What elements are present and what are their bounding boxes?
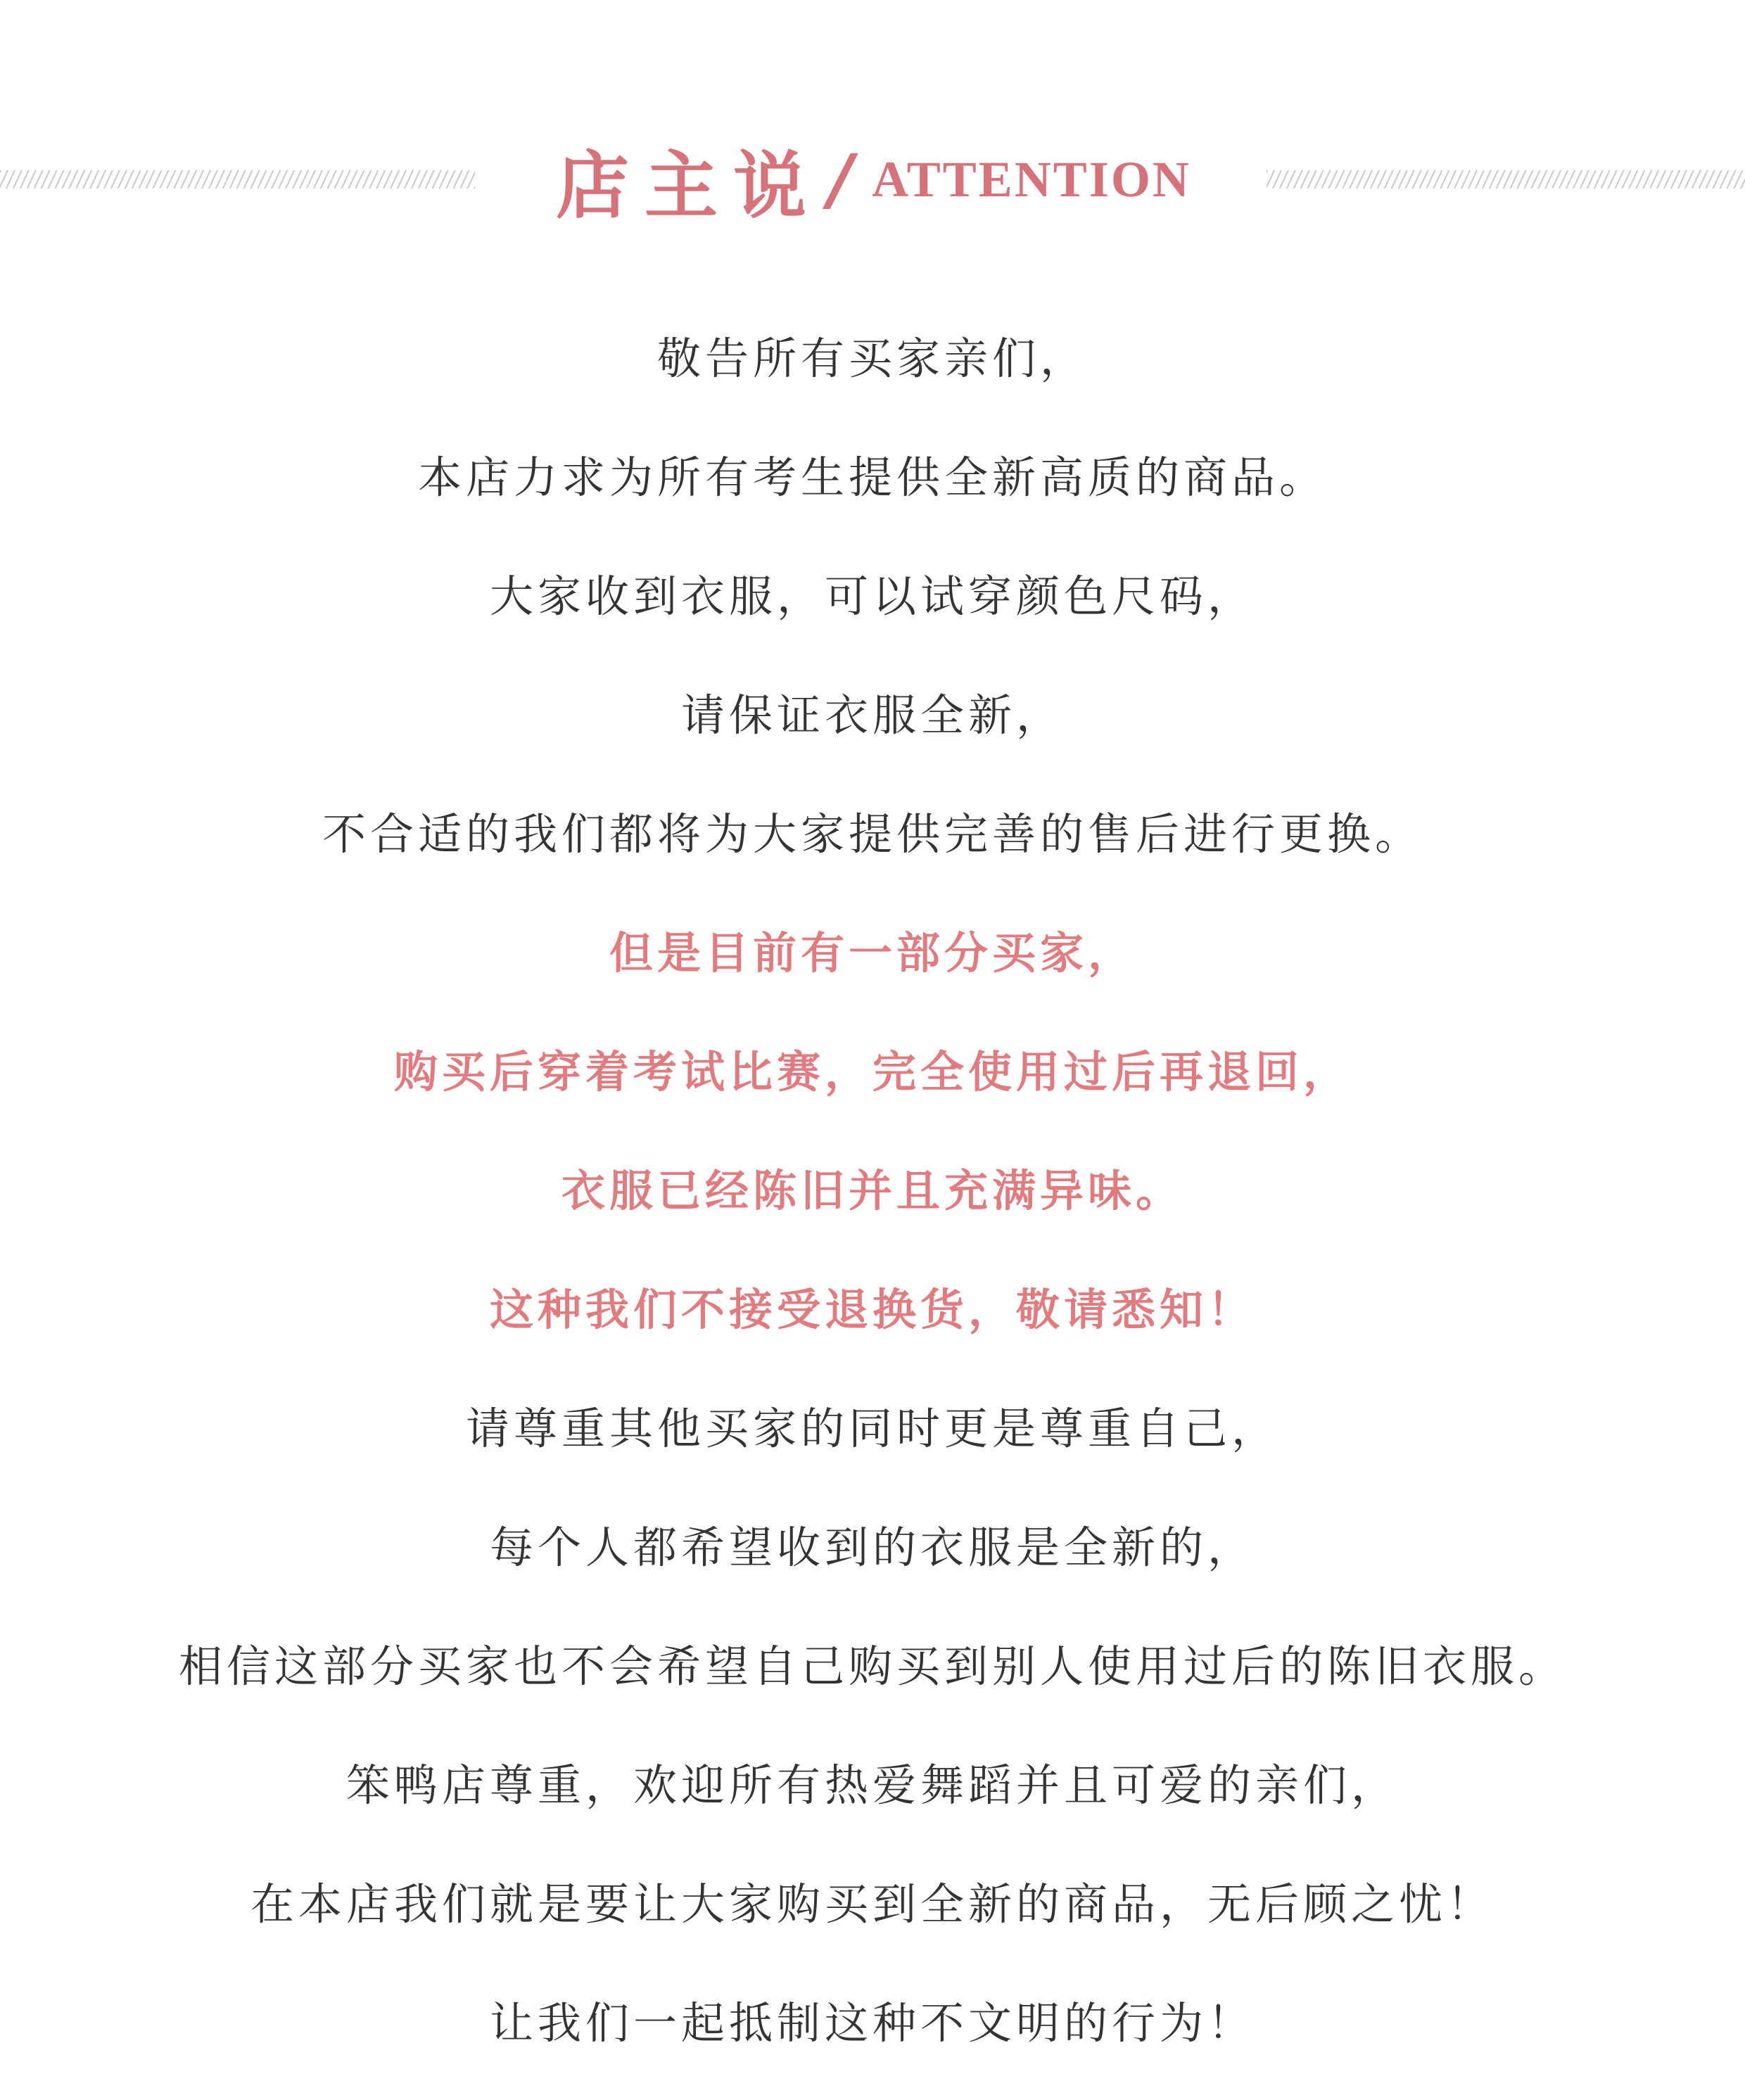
title-chinese: 店主说 [556,143,823,229]
notice-line: 每个人都希望收到的衣服是全新的， [489,1522,1255,1573]
notice-line: 请尊重其他买家的同时更是尊重自己， [465,1403,1279,1454]
notice-body [0,317,1745,2100]
notice-line: 笨鸭店尊重，欢迎所有热爱舞蹈并且可爱的亲们， [345,1759,1399,1811]
notice-line: 相信这部分买家也不会希望自己购买到别人使用过后的陈旧衣服。 [178,1641,1566,1692]
notice-line-highlight: 这种我们不接受退换货，敬请悉知！ [489,1284,1255,1335]
notice-line: 本店力求为所有考生提供全新高质的商品。 [417,452,1327,503]
notice-line-highlight: 购买后穿着考试比赛，完全使用过后再退回， [393,1046,1351,1097]
left-hatch-divider [0,170,475,189]
right-hatch-divider [1267,170,1745,189]
notice-line: 不合适的我们都将为大家提供完善的售后进行更换。 [322,808,1423,860]
notice-line-highlight: 但是目前有一部分买家， [609,927,1136,979]
notice-line: 大家收到衣服，可以试穿颜色尺码， [489,571,1255,622]
notice-line: 敬告所有买家亲们， [656,333,1088,384]
notice-line: 请保证衣服全新， [680,689,1064,741]
title-slash: / [829,140,854,219]
notice-line: 在本店我们就是要让大家购买到全新的商品，无后顾之忧！ [250,1878,1495,1930]
notice-line: 让我们一起抵制这种不文明的行为！ [489,1997,1255,2049]
title-english: ATTENTION [872,151,1191,208]
notice-line-highlight: 衣服已经陈旧并且充满异味。 [561,1165,1184,1216]
attention-header [0,127,1745,232]
header-title [556,127,1191,232]
